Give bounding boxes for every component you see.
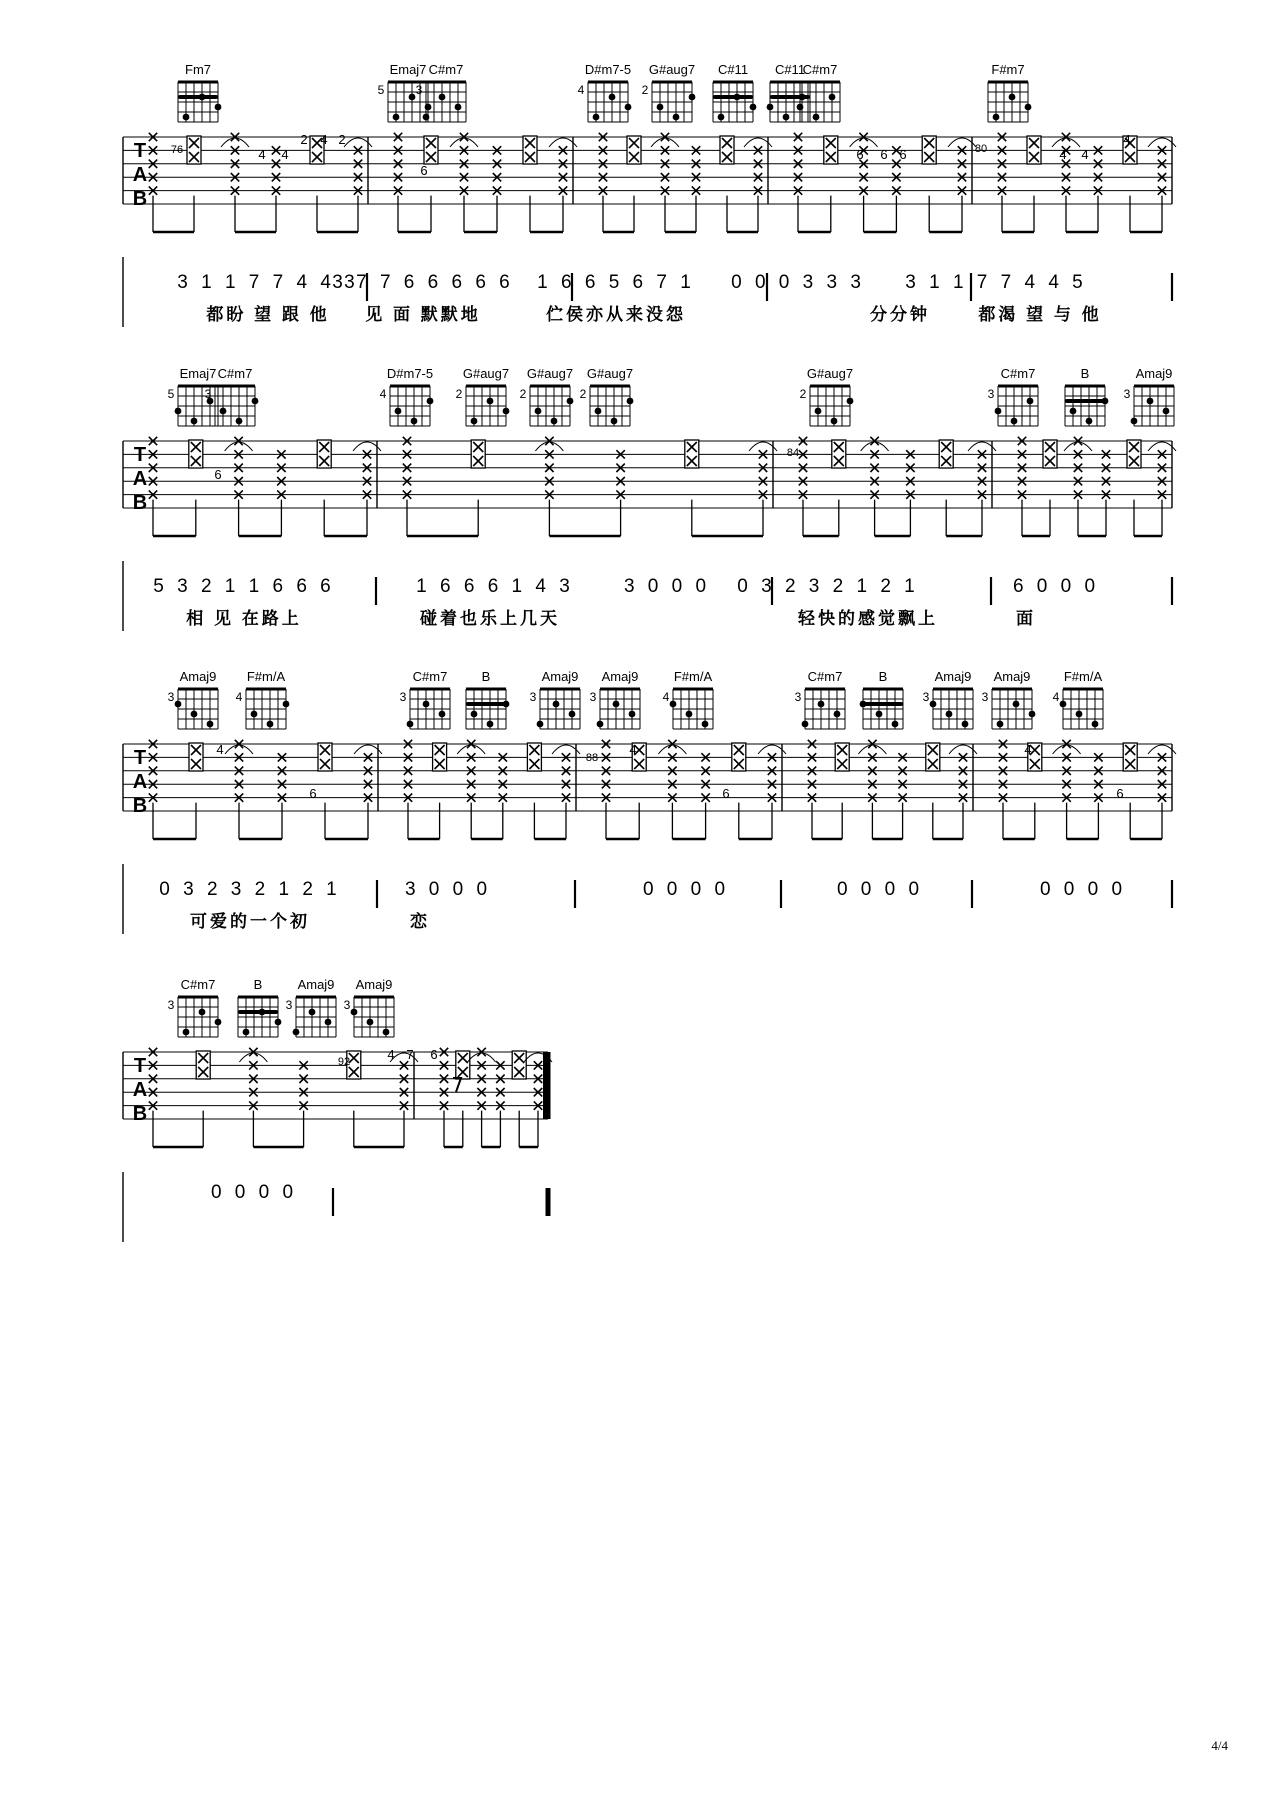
page-number: 4/4 (1211, 1738, 1228, 1753)
strum-box (824, 136, 838, 164)
lyric-text: 都渴 望 与 他 (978, 305, 1102, 324)
chord-name: F#m/A (673, 669, 713, 684)
notation-measure: 1 6 6 6 1 4 3 (416, 576, 574, 597)
strum-box (189, 440, 203, 468)
chord-name: Fm7 (185, 62, 211, 77)
chord-diagram-gaug7 (800, 366, 854, 426)
chord-name: Emaj7 (389, 62, 427, 77)
chord-name: F#m7 (991, 62, 1025, 77)
chord-diagram-amaj9 (923, 669, 973, 729)
fret-number: 4 (1123, 132, 1131, 147)
chord-name: G#aug7 (586, 366, 634, 381)
notation-measure: 3 0 0 0 (623, 576, 711, 597)
chord-fret-number: 3 (987, 387, 995, 401)
tie-arc (225, 442, 253, 451)
fret-number: 4 (258, 147, 266, 162)
notation-measure: 3 1 1 7 7 4 4 3 (177, 272, 359, 293)
strum-box (523, 136, 537, 164)
strum-box (732, 743, 746, 771)
chord-diagram-amaj9 (530, 669, 580, 729)
fret-number: 80 (974, 143, 988, 155)
chord-name: Amaj9 (179, 669, 217, 684)
fret-number: 4 (216, 742, 224, 757)
strum-box (1123, 743, 1137, 771)
tie-arc (1064, 442, 1092, 451)
chord-name: C#m7 (1000, 366, 1036, 381)
strum-box (1027, 136, 1041, 164)
chord-diagram-cm7 (795, 669, 845, 729)
chord-fret-number: 3 (167, 998, 175, 1012)
lyric-text: 碰着也乐上几天 (420, 609, 560, 628)
chord-diagram-b (860, 669, 903, 729)
chord-name: G#aug7 (648, 62, 696, 77)
tie-arc (225, 745, 253, 754)
fret-number: 4 (320, 132, 328, 147)
chord-name: B (481, 669, 491, 684)
strum-box (1127, 440, 1141, 468)
strum-box (720, 136, 734, 164)
strum-box (456, 1051, 470, 1079)
strum-box (471, 440, 485, 468)
chord-name: C#m7 (428, 62, 464, 77)
tab-clef-letter: T (133, 140, 147, 162)
chord-diagram-cm7 (400, 669, 450, 729)
chord-name: Amaj9 (601, 669, 639, 684)
fret-number: 4 (1081, 147, 1089, 162)
lyric-text: 相 见 在路上 (186, 609, 302, 628)
chord-fret-number: 3 (343, 998, 351, 1012)
lyric-text: 伫侯亦从来没怨 (546, 305, 686, 324)
chord-name: Amaj9 (297, 977, 335, 992)
tie-arc (1053, 745, 1081, 754)
chord-name: B (253, 977, 263, 992)
fret-number: 6 (1116, 786, 1124, 801)
strum-box (627, 136, 641, 164)
fret-number: 6 (856, 147, 864, 162)
chord-fret-number: 2 (579, 387, 587, 401)
chord-diagram-amaj9 (1124, 366, 1174, 426)
chord-fret-number: 2 (641, 83, 649, 97)
fret-number: 2 (338, 132, 346, 147)
chord-fret-number: 2 (455, 387, 463, 401)
chord-diagram-emaj7 (378, 62, 432, 122)
tie-arc (239, 1053, 267, 1062)
strum-box (189, 743, 203, 771)
fret-number: 7 (406, 1047, 414, 1062)
chord-diagram-cm7 (168, 977, 222, 1037)
lyric-text: 恋 (410, 912, 430, 931)
chord-fret-number: 4 (379, 387, 387, 401)
tab-clef-letter: T (133, 1055, 147, 1077)
chord-name: C#11 (774, 62, 806, 77)
chord-name: F#m/A (246, 669, 286, 684)
notation-measure: 0 0 0 3 3 3 (731, 272, 865, 293)
chord-fret-number: 4 (662, 690, 670, 704)
fret-number: 88 (585, 752, 599, 764)
chord-diagram-fma (236, 669, 290, 729)
tie-arc (1052, 138, 1080, 147)
chord-name: B (1080, 366, 1090, 381)
chord-name: Amaj9 (934, 669, 972, 684)
chord-diagram-gaug7 (520, 366, 574, 426)
chord-fret-number: 3 (922, 690, 930, 704)
chord-fret-number: 4 (235, 690, 243, 704)
chord-diagram-b (466, 669, 509, 729)
chord-name: G#aug7 (462, 366, 510, 381)
chord-fret-number: 3 (529, 690, 537, 704)
tie-arc (861, 442, 889, 451)
chord-fret-number: 3 (981, 690, 989, 704)
chord-diagram-amaj9 (590, 669, 640, 729)
lyric-text: 见 面 默默地 (365, 305, 481, 324)
lyric-text: 分分钟 (870, 305, 930, 324)
fret-number: 6 (430, 1047, 438, 1062)
notation-measure: 5 3 2 1 1 6 6 6 (153, 576, 335, 597)
chord-fret-number: 5 (377, 83, 385, 97)
strum-box (926, 743, 940, 771)
tie-arc (468, 1053, 496, 1062)
chord-name: F#m/A (1063, 669, 1103, 684)
tab-clef-letter: A (132, 468, 148, 490)
chord-name: D#m7-5 (584, 62, 632, 77)
notation-measure: 0 0 0 0 (1039, 879, 1127, 900)
notation-measure: 3 7 7 6 6 6 6 6 (332, 272, 514, 293)
chord-fret-number: 2 (799, 387, 807, 401)
chord-fret-number: 3 (399, 690, 407, 704)
chord-name: B (878, 669, 888, 684)
chord-fret-number: 3 (415, 83, 423, 97)
notation-measure: 0 3 2 3 2 1 2 1 (737, 576, 919, 597)
strum-box (433, 743, 447, 771)
notation-measure: 0 0 0 0 (836, 879, 924, 900)
chord-diagram-gaug7 (456, 366, 510, 426)
fret-number: 4 (1024, 742, 1032, 757)
chord-fret-number: 3 (285, 998, 293, 1012)
chord-diagram-cm7 (988, 366, 1038, 426)
chord-name: C#m7 (412, 669, 448, 684)
fret-number: 92 (337, 1056, 351, 1068)
chord-diagram-b (238, 977, 281, 1037)
chord-name: Amaj9 (541, 669, 579, 684)
chord-name: Amaj9 (993, 669, 1031, 684)
tab-clef-letter: T (133, 444, 147, 466)
tab-clef-letter: T (133, 747, 147, 769)
tab-clef-letter: A (132, 164, 148, 186)
chord-fret-number: 2 (519, 387, 527, 401)
strum-box (922, 136, 936, 164)
fret-number: 4 (1059, 147, 1067, 162)
tie-arc (658, 745, 686, 754)
fret-number: 76 (170, 144, 184, 156)
chord-fret-number: 4 (577, 83, 585, 97)
lyric-text: 轻快的感觉飘上 (798, 609, 938, 628)
fret-number: 6 (880, 147, 888, 162)
strum-box (527, 743, 541, 771)
final-barline (543, 1052, 548, 1119)
fret-number: 84 (786, 447, 800, 459)
tab-clef-letter: B (132, 1103, 148, 1125)
chord-diagram-dm75 (380, 366, 434, 426)
chord-diagram-gaug7 (580, 366, 634, 426)
strum-box (424, 136, 438, 164)
eighth-rest (453, 1078, 461, 1092)
fret-number: 6 (309, 786, 317, 801)
notation-measure: 0 0 0 0 (210, 1182, 298, 1203)
fret-number: 4 (281, 147, 289, 162)
chord-fret-number: 3 (589, 690, 597, 704)
fret-number: 2 (300, 132, 308, 147)
chord-diagram-b (1065, 366, 1108, 426)
tab-clef-letter: B (132, 188, 148, 210)
chord-name: C#m7 (802, 62, 838, 77)
chord-name: G#aug7 (526, 366, 574, 381)
tie-arc (651, 138, 679, 147)
tab-clef-letter: B (132, 492, 148, 514)
chord-diagram-amaj9 (286, 977, 336, 1037)
tab-clef-letter: A (132, 1079, 148, 1101)
chord-diagram-gaug7 (642, 62, 696, 122)
chord-diagram-fma (663, 669, 713, 729)
notation-measure: 0 0 0 0 (642, 879, 730, 900)
tie-arc (858, 745, 886, 754)
chord-fret-number: 4 (1052, 690, 1060, 704)
chord-fret-number: 3 (167, 690, 175, 704)
chord-diagram-fm7 (178, 62, 221, 122)
chord-name: C#m7 (217, 366, 253, 381)
strum-box (835, 743, 849, 771)
chord-diagram-dm75 (578, 62, 632, 122)
chord-name: C#m7 (807, 669, 843, 684)
chord-diagram-amaj9 (982, 669, 1036, 729)
lyric-text: 都盼 望 跟 他 (206, 305, 330, 324)
notation-measure: 1 6 6 5 6 7 1 (537, 272, 695, 293)
chord-name: Amaj9 (1135, 366, 1173, 381)
notation-measure: 3 0 0 0 (404, 879, 492, 900)
tie-arc (221, 138, 249, 147)
fret-number: 6 (722, 786, 730, 801)
strum-box (939, 440, 953, 468)
chord-name: Amaj9 (355, 977, 393, 992)
chord-name: G#aug7 (806, 366, 854, 381)
tab-clef-letter: A (132, 771, 148, 793)
notation-measure: 3 1 1 7 7 4 4 5 (905, 272, 1087, 293)
chord-name: Emaj7 (179, 366, 217, 381)
chord-diagram-fma (1053, 669, 1103, 729)
strum-box (832, 440, 846, 468)
fret-number: 6 (214, 467, 222, 482)
fret-number: 4 (629, 742, 637, 757)
chord-fret-number: 3 (1123, 387, 1131, 401)
lyric-text: 面 (1016, 609, 1036, 628)
chord-name: D#m7-5 (386, 366, 434, 381)
fret-number: 4 (387, 1047, 395, 1062)
strum-box (317, 440, 331, 468)
lyric-text: 可爱的一个初 (190, 912, 310, 931)
strum-box (1043, 440, 1057, 468)
chord-fret-number: 3 (204, 387, 212, 401)
strum-box (318, 743, 332, 771)
strum-box (187, 136, 201, 164)
tie-arc (450, 138, 478, 147)
chord-diagram-fm7 (988, 62, 1031, 122)
chord-fret-number: 5 (167, 387, 175, 401)
chord-fret-number: 3 (794, 690, 802, 704)
chord-diagram-amaj9 (344, 977, 394, 1037)
notation-measure: 0 3 2 3 2 1 2 1 (159, 879, 341, 900)
strum-box (196, 1051, 210, 1079)
chord-diagram-cm7 (797, 62, 840, 122)
fret-number: 6 (899, 147, 907, 162)
chord-diagram-amaj9 (168, 669, 218, 729)
chord-diagram-c11 (713, 62, 756, 122)
notation-measure: 6 0 0 0 (1012, 576, 1100, 597)
chord-name: C#11 (717, 62, 749, 77)
chord-name: C#m7 (180, 977, 216, 992)
fret-number: 6 (420, 163, 428, 178)
strum-box (512, 1051, 526, 1079)
tie-arc (850, 138, 878, 147)
tie-arc (535, 442, 563, 451)
strum-box (685, 440, 699, 468)
tie-arc (457, 745, 485, 754)
tab-clef-letter: B (132, 795, 148, 817)
